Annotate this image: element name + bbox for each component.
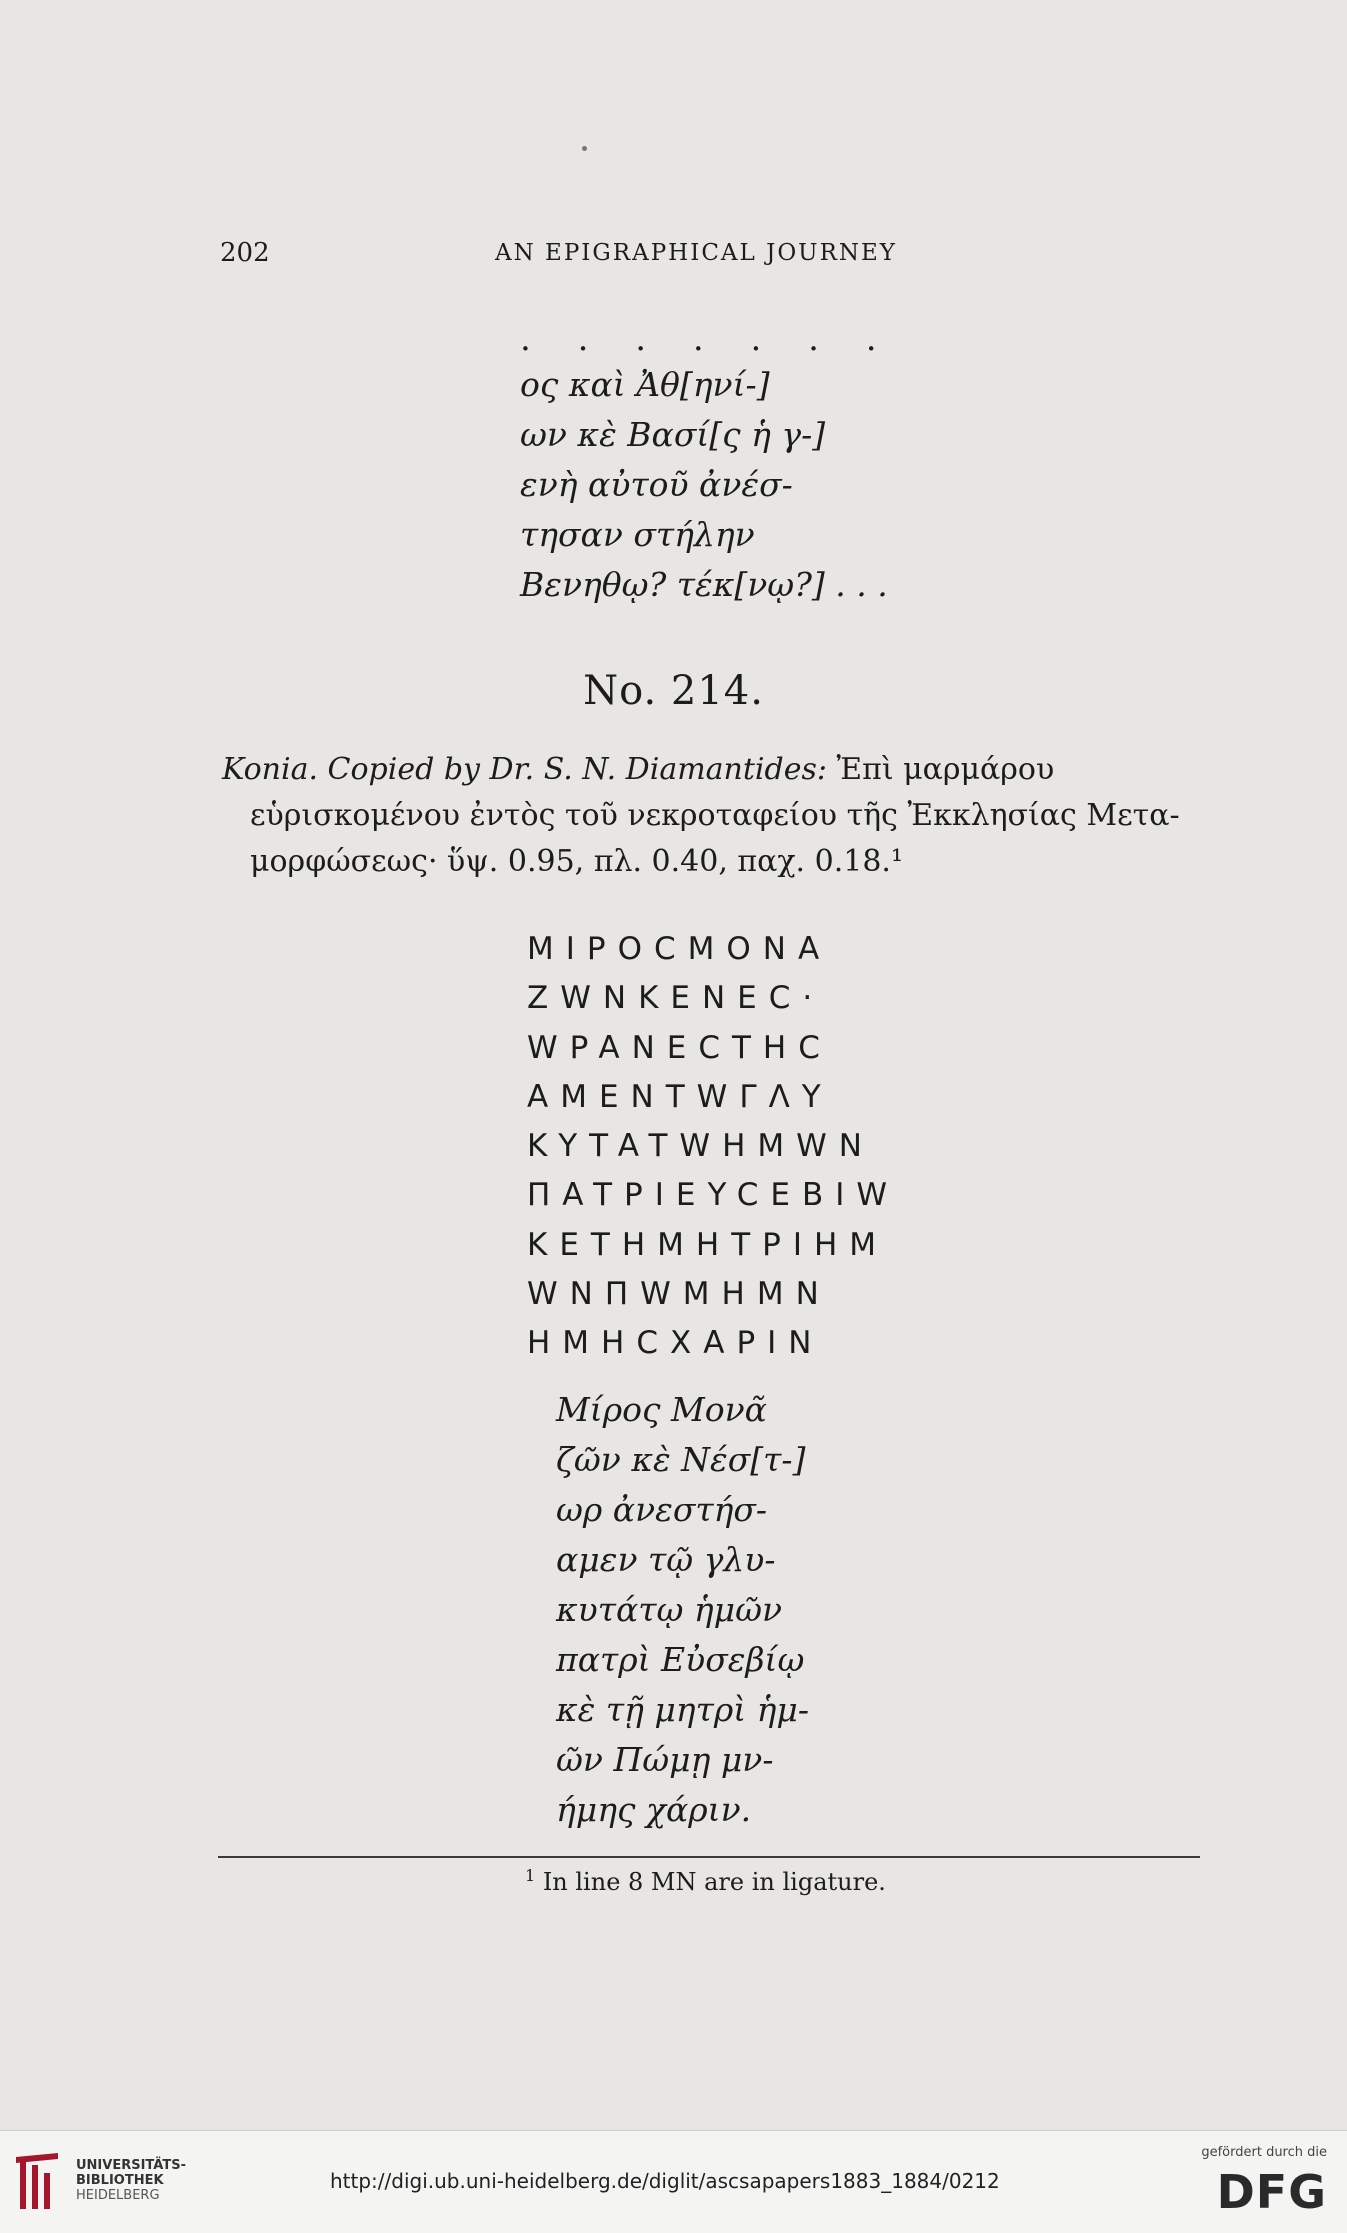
transcription-line: κὲ τῇ μητρὶ ἡμ- bbox=[556, 1690, 810, 1729]
intro-line bbox=[222, 747, 1212, 793]
footnote-rule bbox=[218, 1856, 1200, 1858]
intro-source: Konia. Copied by Dr. S. N. Diamantides: bbox=[222, 752, 827, 787]
preceding-inscription-transcription bbox=[520, 360, 888, 610]
uncial-line: HMHCXAPIN bbox=[527, 1325, 824, 1362]
viewer-footer bbox=[0, 2130, 1347, 2233]
transcription-line: πατρὶ Εὐσεβίῳ bbox=[556, 1640, 805, 1679]
transcription-line: τησαν στήλην bbox=[520, 515, 755, 554]
transcription-line: ήμης χάριν. bbox=[556, 1790, 752, 1829]
inscription-transcription bbox=[556, 1385, 809, 1835]
transcription-line: ων κὲ Βασί[ς ἡ γ-] bbox=[520, 415, 826, 454]
entry-heading: No. 214. bbox=[583, 668, 764, 714]
uncial-line: KYTATWHMWN bbox=[527, 1128, 874, 1165]
transcription-line: αμεν τῷ γλυ- bbox=[556, 1540, 776, 1579]
library-name-line: UNIVERSITÄTS- bbox=[76, 2158, 186, 2173]
uncial-line: MIPOCMONA bbox=[527, 931, 832, 967]
transcription-line: ενὴ αὐτοῦ ἀνέσ- bbox=[520, 465, 793, 504]
footnote bbox=[525, 1866, 886, 1896]
intro-line bbox=[222, 839, 1212, 885]
university-library-logo-icon[interactable] bbox=[14, 2151, 64, 2215]
uncial-inscription bbox=[527, 925, 899, 1369]
uncial-line: ΠATPIEYCEBIW bbox=[527, 1177, 900, 1214]
transcription-line: ζῶν κὲ Νέσ[τ-] bbox=[556, 1440, 806, 1479]
footnote-text: In line 8 MN are in ligature. bbox=[535, 1868, 886, 1896]
permalink-url[interactable]: http://digi.ub.uni-heidelberg.de/diglit/ascsapapers1883_1884/0212 bbox=[330, 2169, 1000, 2193]
library-name-line: HEIDELBERG bbox=[76, 2188, 160, 2203]
page-number: 202 bbox=[220, 238, 270, 268]
footnote-marker: 1 bbox=[525, 1866, 536, 1885]
transcription-line: κυτάτῳ ἡμῶν bbox=[556, 1590, 783, 1629]
uncial-line: WNΠWMHMN bbox=[527, 1276, 831, 1313]
uncial-line: KETHMHTPIHM bbox=[527, 1226, 889, 1263]
intro-line bbox=[222, 793, 1212, 839]
dfg-logo[interactable]: DFG bbox=[1216, 2165, 1327, 2219]
intro-text: Ἐπὶ μαρμάρου bbox=[826, 752, 1055, 787]
entry-intro bbox=[222, 747, 1212, 885]
uncial-line: WPANECTHC bbox=[527, 1029, 832, 1066]
intro-text: μορφώσεως· ὕψ. 0.95, πλ. 0.40, παχ. 0.18.¹ bbox=[250, 844, 903, 879]
running-head bbox=[220, 238, 940, 272]
ink-speck bbox=[582, 146, 587, 151]
intro-text: εὑρισκομένου ἐντὸς τοῦ νεκροταφείου τῆς Ἐκκλησίας Μετα- bbox=[250, 798, 1180, 833]
uncial-line: AMENTWΓΛY bbox=[527, 1078, 833, 1115]
uncial-line: ZWNKENEC· bbox=[527, 980, 825, 1017]
transcription-line: ῶν Πώμῃ μν- bbox=[556, 1740, 774, 1779]
transcription-line: Βενηθῳ? τέκ[νῳ?] . . . bbox=[520, 565, 888, 604]
library-name-line: BIBLIOTHEK bbox=[76, 2173, 164, 2188]
transcription-line: ος καὶ Ἀθ[ηνί-] bbox=[520, 365, 770, 404]
running-title: AN EPIGRAPHICAL JOURNEY bbox=[495, 240, 897, 266]
university-library-name bbox=[76, 2158, 186, 2203]
lacuna-dots: . . . . . . . bbox=[520, 319, 895, 359]
funding-label: gefördert durch die bbox=[1201, 2145, 1327, 2160]
transcription-line: ωρ ἀνεστήσ- bbox=[556, 1490, 768, 1529]
transcription-line: Μίρος Μονᾶ bbox=[556, 1390, 767, 1429]
